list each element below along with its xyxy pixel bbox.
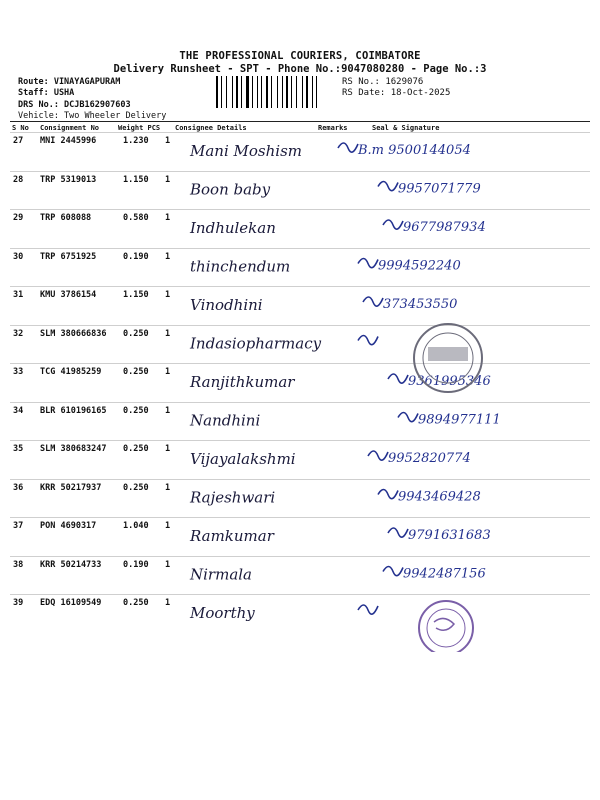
- signature-handwriting: 9942487156: [403, 566, 486, 582]
- signature-scribble: [388, 374, 408, 383]
- row-pcs: 1: [165, 444, 171, 454]
- signature-handwriting: 9943469428: [398, 489, 481, 505]
- row-pcs: 1: [165, 136, 171, 146]
- row-consignment-no: PON 4690317: [40, 521, 97, 531]
- row-weight: 0.190: [123, 251, 149, 262]
- row-consignment-no: EDQ 16109549: [40, 598, 102, 608]
- row-sno: 37: [13, 521, 24, 531]
- signature-handwriting: 373453550: [383, 297, 458, 312]
- row-sno: 30: [13, 251, 24, 262]
- col-consignment: Consignment No: [40, 124, 100, 132]
- col-consignee: Consignee Details: [175, 124, 247, 132]
- row-weight: 1.040: [123, 521, 149, 531]
- row-sno: 28: [13, 174, 24, 185]
- row-consignment-no: KRR 50214733: [40, 559, 102, 570]
- signature-scribble: [358, 259, 378, 268]
- row-pcs: 1: [165, 174, 171, 185]
- route-label: Route: VINAYAGAPURAM: [18, 77, 121, 87]
- signature-scribble: [383, 220, 403, 229]
- row-weight: 1.150: [123, 174, 149, 185]
- rs-date: RS Date: 18-Oct-2025: [342, 88, 451, 98]
- row-pcs: 1: [165, 521, 171, 531]
- row-weight: 0.250: [123, 328, 149, 339]
- col-sno: S No: [12, 124, 29, 132]
- row-sno: 34: [13, 405, 24, 416]
- runsheet-subtitle: Delivery Runsheet - SPT - Phone No.:9047080280 - Page No.:3: [113, 63, 487, 75]
- signature-handwriting: B.m 9500144054: [358, 143, 471, 158]
- signature-handwriting: 9677987934: [403, 220, 486, 235]
- signature-scribble: [368, 451, 388, 460]
- consignee-handwriting: Nirmala: [190, 565, 252, 584]
- row-sno: 39: [13, 598, 24, 608]
- row-consignment-no: SLM 380666836: [40, 328, 107, 339]
- consignee-handwriting: Ranjithkumar: [190, 373, 295, 391]
- row-sno: 38: [13, 559, 24, 570]
- consignee-handwriting: Rajeshwari: [190, 488, 276, 507]
- company-title: THE PROFESSIONAL COURIERS, COIMBATORE: [179, 50, 421, 62]
- row-sno: 33: [13, 367, 24, 377]
- row-weight: 0.190: [123, 559, 149, 570]
- signature-scribble: [388, 528, 408, 537]
- row-consignment-no: TRP 5319013: [40, 174, 97, 185]
- row-sno: 32: [13, 328, 24, 339]
- signature-handwriting: 9952820774: [388, 451, 471, 466]
- header-top-rule: [10, 121, 590, 122]
- row-weight: 0.580: [123, 213, 149, 223]
- row-consignment-no: SLM 380683247: [40, 444, 107, 454]
- consignee-handwriting: Indhulekan: [190, 219, 276, 237]
- row-sno: 27: [13, 136, 24, 146]
- row-consignment-no: TCG 41985259: [40, 367, 102, 377]
- row-pcs: 1: [165, 482, 171, 493]
- signature-scribble: [398, 413, 418, 422]
- row-consignment-no: KMU 3786154: [40, 290, 97, 300]
- row-pcs: 1: [165, 213, 171, 223]
- consignee-handwriting: Vinodhini: [190, 296, 263, 314]
- row-sno: 31: [13, 290, 24, 300]
- signature-scribble: [363, 297, 383, 306]
- row-sno: 36: [13, 482, 24, 493]
- consignee-handwriting: Indasiopharmacy: [190, 334, 322, 353]
- signature-handwriting: 9994592240: [378, 258, 461, 274]
- signature-scribble: [338, 143, 358, 152]
- col-weight-pcs: Weight PCS: [118, 124, 161, 132]
- row-pcs: 1: [165, 290, 171, 300]
- row-consignment-no: TRP 608088: [40, 213, 92, 223]
- signature-scribble: [358, 336, 378, 345]
- row-sno: 35: [13, 444, 24, 454]
- consignee-handwriting: Boon baby: [190, 180, 271, 199]
- row-pcs: 1: [165, 405, 171, 416]
- row-weight: 1.230: [123, 136, 149, 146]
- signature-handwriting: 9894977111: [418, 412, 501, 428]
- consignee-handwriting: Ramkumar: [190, 527, 274, 545]
- signature-scribble: [378, 182, 398, 191]
- row-weight: 0.250: [123, 405, 149, 416]
- row-pcs: 1: [165, 598, 171, 608]
- consignee-handwriting: thinchendum: [190, 257, 291, 276]
- signature-scribble: [378, 490, 398, 499]
- row-consignment-no: TRP 6751925: [40, 251, 97, 262]
- col-remarks: Remarks: [318, 124, 348, 132]
- vehicle-label: Vehicle: Two Wheeler Delivery: [18, 111, 167, 121]
- row-pcs: 1: [165, 251, 171, 262]
- row-weight: 0.250: [123, 367, 149, 377]
- signature-handwriting: 9361995346: [408, 374, 491, 389]
- rs-number: RS No.: 1629076: [342, 77, 424, 87]
- row-consignment-no: MNI 2445996: [40, 136, 97, 146]
- courier-seal-stamp: [419, 601, 473, 652]
- signature-scribble: [383, 567, 403, 576]
- consignee-handwriting: Mani Moshism: [190, 142, 302, 160]
- row-consignment-no: BLR 610196165: [40, 405, 107, 416]
- consignee-handwriting: Vijayalakshmi: [190, 450, 296, 468]
- row-weight: 0.250: [123, 444, 149, 454]
- row-sno: 29: [13, 213, 24, 223]
- signature-handwriting: 9791631683: [408, 528, 491, 543]
- row-weight: 0.250: [123, 482, 149, 493]
- consignee-handwriting: Moorthy: [190, 604, 255, 622]
- barcode-image: [216, 76, 338, 108]
- row-pcs: 1: [165, 367, 171, 377]
- col-seal-signature: Seal & Signature: [372, 124, 440, 132]
- handwriting-layer: [178, 132, 590, 652]
- signature-scribble: [358, 605, 378, 614]
- row-weight: 1.150: [123, 290, 149, 300]
- consignee-handwriting: Nandhini: [190, 411, 261, 430]
- drs-label: DRS No.: DCJB162907603: [18, 100, 131, 110]
- row-pcs: 1: [165, 328, 171, 339]
- signature-handwriting: 9957071779: [398, 181, 481, 197]
- row-consignment-no: KRR 50217937: [40, 482, 102, 493]
- row-pcs: 1: [165, 559, 171, 570]
- staff-label: Staff: USHA: [18, 88, 75, 98]
- row-weight: 0.250: [123, 598, 149, 608]
